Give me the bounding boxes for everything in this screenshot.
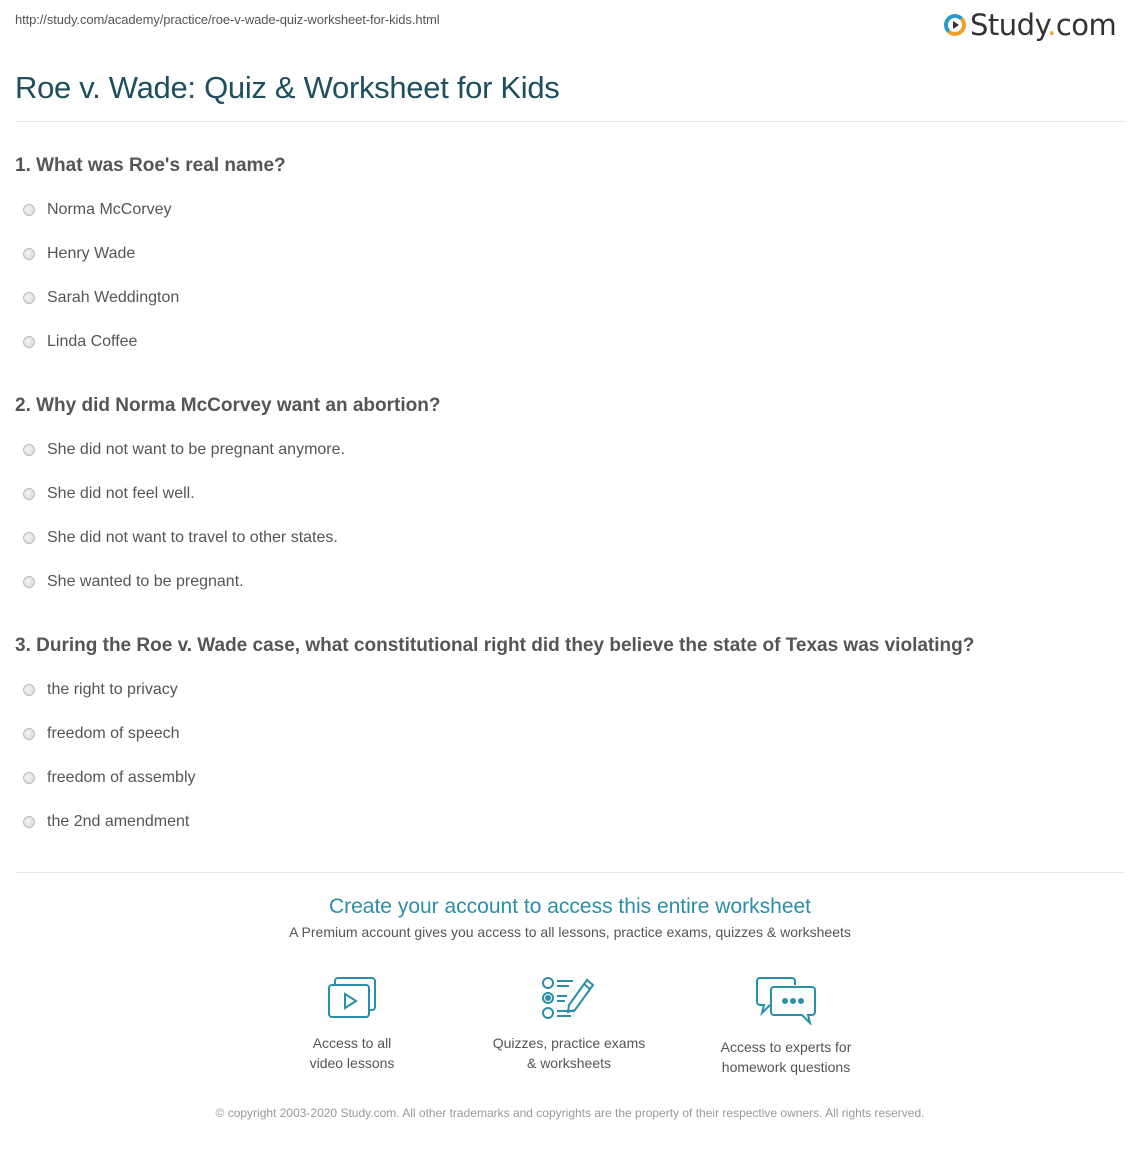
study-logo[interactable]	[944, 8, 1116, 42]
feature-experts: Access to experts for homework questions	[676, 975, 896, 1077]
answer-option[interactable]: She did not want to be pregnant anymore.	[23, 428, 440, 472]
answer-option[interactable]: She did not feel well.	[23, 472, 440, 516]
study-logo-icon	[944, 14, 966, 36]
video-lessons-icon	[326, 975, 378, 1021]
radio-button[interactable]	[23, 772, 35, 784]
answer-option[interactable]: freedom of speech	[23, 712, 974, 756]
radio-button[interactable]	[23, 684, 35, 696]
page-title: Roe v. Wade: Quiz & Worksheet for Kids	[15, 70, 560, 105]
copyright-footer: © copyright 2003-2020 Study.com. All other trademarks and copyrights are the property of their respective owners. All rights reserved.	[215, 1106, 925, 1120]
feature-quizzes: Quizzes, practice exams & worksheets	[459, 975, 679, 1073]
signup-cta	[0, 895, 1140, 940]
answer-option[interactable]: She did not want to travel to other states.	[23, 516, 440, 560]
radio-button[interactable]	[23, 488, 35, 500]
question-text: 1. What was Roe's real name?	[15, 155, 286, 176]
radio-button[interactable]	[23, 532, 35, 544]
answer-option[interactable]: Linda Coffee	[23, 320, 286, 364]
quiz-checklist-icon	[541, 975, 597, 1021]
cta-subtitle: A Premium account gives you access to all lessons, practice exams, quizzes & worksheets	[289, 924, 851, 940]
answer-option[interactable]: Norma McCorvey	[23, 188, 286, 232]
radio-button[interactable]	[23, 336, 35, 348]
question-text: 2. Why did Norma McCorvey want an abortion?	[15, 395, 441, 416]
question-1	[15, 155, 286, 364]
radio-button[interactable]	[23, 248, 35, 260]
answer-option[interactable]: freedom of assembly	[23, 756, 974, 800]
answer-option[interactable]: the 2nd amendment	[23, 800, 974, 844]
answer-option[interactable]: Henry Wade	[23, 232, 286, 276]
radio-button[interactable]	[23, 444, 35, 456]
radio-button[interactable]	[23, 204, 35, 216]
cta-title-link[interactable]: Create your account to access this entire worksheet	[328, 895, 812, 918]
question-3	[15, 635, 974, 844]
feature-video-lessons: Access to all video lessons	[242, 975, 462, 1073]
divider	[15, 121, 1125, 122]
radio-button[interactable]	[23, 292, 35, 304]
page-url: http://study.com/academy/practice/roe-v-wade-quiz-worksheet-for-kids.html	[15, 12, 440, 27]
radio-button[interactable]	[23, 816, 35, 828]
answer-option[interactable]: Sarah Weddington	[23, 276, 286, 320]
answer-option[interactable]: She wanted to be pregnant.	[23, 560, 440, 604]
chat-bubbles-icon	[754, 975, 818, 1025]
logo-text: Study.com	[970, 8, 1117, 42]
radio-button[interactable]	[23, 576, 35, 588]
answer-option[interactable]: the right to privacy	[23, 668, 974, 712]
divider	[15, 872, 1125, 873]
question-2	[15, 395, 440, 604]
question-text: 3. During the Roe v. Wade case, what constitutional right did they believe the state of Texas was violating?	[15, 635, 975, 656]
radio-button[interactable]	[23, 728, 35, 740]
